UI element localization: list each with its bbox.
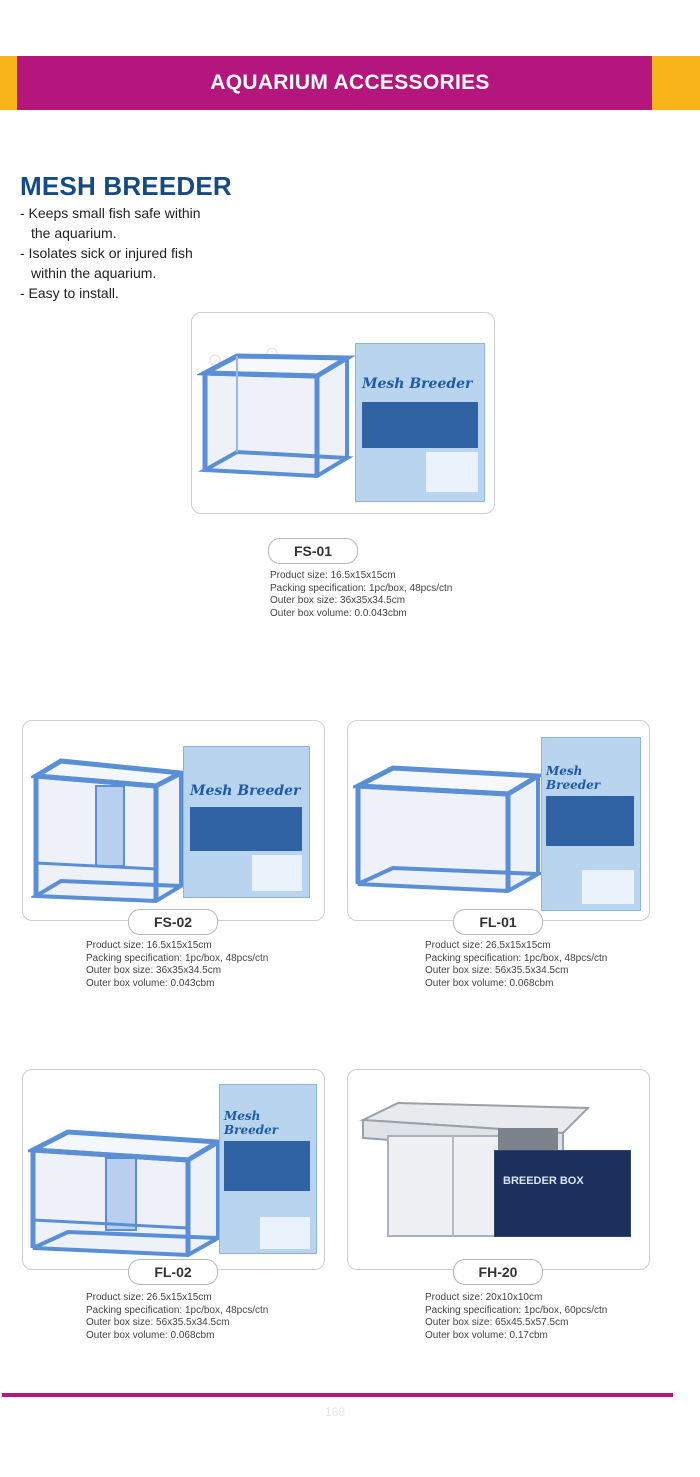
page-title: AQUARIUM ACCESSORIES xyxy=(210,71,490,94)
product-code-fh-20: FH-20 xyxy=(453,1259,543,1285)
product-specs-fs-02 xyxy=(86,940,268,990)
package-box xyxy=(494,1150,631,1237)
spec-line: Outer box volume: 0.0.043cbm xyxy=(270,607,407,619)
product-specs-fl-01 xyxy=(425,940,607,990)
feature-item: within the aquarium. xyxy=(31,265,157,281)
spec-line: Product size: 26.5x15x15cm xyxy=(86,1292,212,1303)
section-title: MESH BREEDER xyxy=(20,171,232,201)
spec-line: Outer box size: 65x45.5x57.5cm xyxy=(425,1317,569,1328)
package-box-photo xyxy=(224,1141,310,1191)
spec-line: Packing specification: 1pc/box, 48pcs/ctn xyxy=(86,1304,269,1316)
spec-line: Outer box volume: 0.043cbm xyxy=(86,977,215,989)
mesh-breeder-cube-image xyxy=(197,348,357,483)
spec-line: Outer box volume: 0.068cbm xyxy=(86,1329,215,1341)
product-specs-fs-01 xyxy=(270,570,452,620)
product-card-fs-02 xyxy=(22,720,325,921)
page-number: 168 xyxy=(324,1405,346,1419)
feature-item: - Isolates sick or injured fish xyxy=(20,245,193,261)
product-card-fl-02 xyxy=(22,1069,325,1270)
feature-item: the aquarium. xyxy=(31,225,117,241)
product-code-fs-01: FS-01 xyxy=(268,538,358,564)
package-box-title: Mesh Breeder xyxy=(546,764,601,792)
package-box-photo xyxy=(362,402,478,448)
spec-line: Product size: 20x10x10cm xyxy=(425,1292,543,1303)
product-code-fs-02: FS-02 xyxy=(128,909,218,935)
spec-line: Outer box volume: 0.068cbm xyxy=(425,977,554,989)
product-card-fh-20 xyxy=(347,1069,650,1270)
spec-line: Outer box size: 56x35.5x34.5cm xyxy=(86,1317,230,1328)
package-box-title: BREEDER BOX xyxy=(503,1175,584,1187)
package-box-title: Mesh Breeder xyxy=(190,783,301,799)
package-box-window xyxy=(252,855,302,891)
mesh-breeder-divided-image xyxy=(31,751,191,911)
feature-list xyxy=(20,203,201,303)
product-specs-fl-02 xyxy=(86,1292,268,1342)
spec-line: Packing specification: 1pc/box, 48pcs/ctn xyxy=(425,952,608,964)
package-box xyxy=(541,737,641,911)
feature-item: - Keeps small fish safe within xyxy=(20,205,201,221)
header-banner xyxy=(0,56,700,110)
package-box-photo xyxy=(546,796,634,846)
product-code-fl-02: FL-02 xyxy=(128,1259,218,1285)
package-box-title: Mesh Breeder xyxy=(224,1109,279,1137)
spec-line: Outer box size: 36x35x34.5cm xyxy=(270,595,406,606)
spec-line: Outer box size: 36x35x34.5cm xyxy=(86,965,222,976)
product-specs-fh-20 xyxy=(425,1292,607,1342)
package-box-window xyxy=(260,1217,310,1249)
footer-divider xyxy=(2,1393,673,1397)
package-box-window xyxy=(426,452,478,492)
product-code-fl-01: FL-01 xyxy=(453,909,543,935)
spec-line: Outer box volume: 0.17cbm xyxy=(425,1329,548,1341)
package-box-title: Mesh Breeder xyxy=(362,376,473,392)
product-card-fs-01 xyxy=(191,312,495,514)
package-box xyxy=(355,343,485,502)
spec-line: Outer box size: 56x35.5x34.5cm xyxy=(425,965,569,976)
product-card-fl-01 xyxy=(347,720,650,921)
feature-item: - Easy to install. xyxy=(20,285,119,301)
package-box xyxy=(219,1084,317,1254)
mesh-breeder-long-divided-image xyxy=(28,1120,223,1260)
spec-line: Packing specification: 1pc/box, 60pcs/ctn xyxy=(425,1304,608,1316)
package-box-window xyxy=(582,870,634,904)
spec-line: Packing specification: 1pc/box, 48pcs/ctn xyxy=(86,952,269,964)
spec-line: Product size: 26.5x15x15cm xyxy=(425,940,551,951)
spec-line: Packing specification: 1pc/box, 48pcs/ctn xyxy=(270,582,453,594)
mesh-breeder-long-image xyxy=(353,756,543,896)
package-box xyxy=(183,746,310,898)
spec-line: Product size: 16.5x15x15cm xyxy=(86,940,212,951)
spec-line: Product size: 16.5x15x15cm xyxy=(270,570,396,581)
package-box-photo xyxy=(190,807,302,851)
